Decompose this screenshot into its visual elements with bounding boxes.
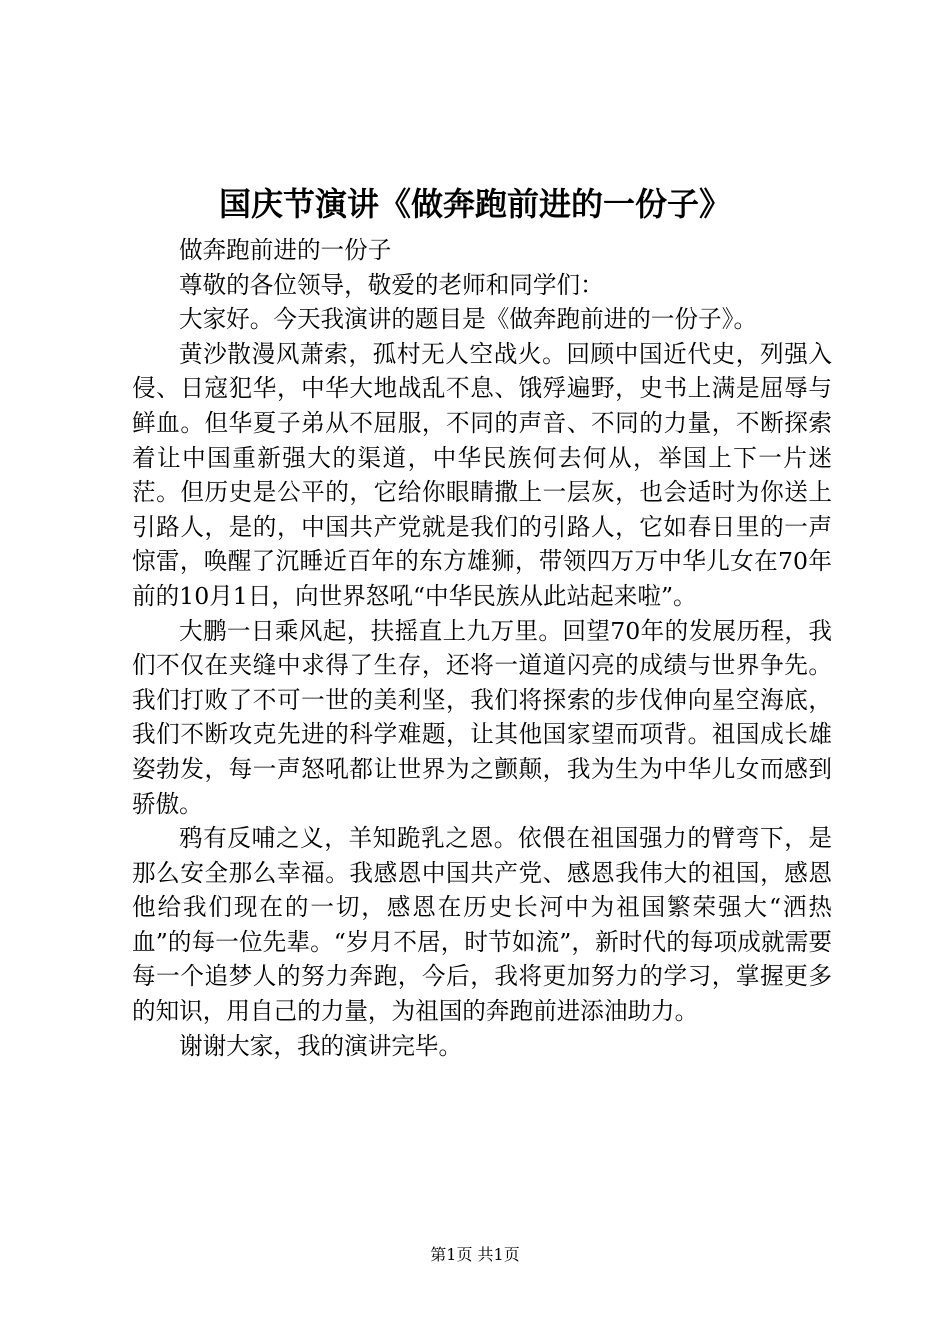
page-footer: 第1页 共1页: [430, 1245, 520, 1264]
paragraph-development: 大鹏一日乘风起，扶摇直上九万里。回望70年的发展历程，我们不仅在夹缝中求得了生存，还将一道道闪亮的成绩与世界争先。我们打败了不可一世的美利坚，我们将探索的步伐伸向星空海底，我们不断攻克先进的科学难题，让其他国家望而项背。祖国成长雄姿勃发，每一声怒吼都让世界为之颤颠，我为生为中华儿女而感到骄傲。: [132, 616, 832, 818]
paragraph-subtitle: 做奔跑前进的一份子: [179, 236, 392, 264]
paragraph-gratitude: 鸦有反哺之义，羊知跪乳之恩。依偎在祖国强力的臂弯下，是那么安全那么幸福。我感恩中国共产党、感恩我伟大的祖国，感恩他给我们现在的一切，感恩在历史长河中为祖国繁荣强大“洒热血”的每一位先辈。“岁月不居，时节如流”，新时代的每项成就需要每一个追梦人的努力奔跑，今后，我将更加努力的学习，掌握更多的知识，用自己的力量，为祖国的奔跑前进添油助力。: [132, 824, 832, 1026]
paragraph-closing: 谢谢大家，我的演讲完毕。: [179, 1031, 463, 1060]
document-body: [132, 233, 832, 1063]
paragraph-history: 黄沙散漫风萧索，孤村无人空战火。回顾中国近代史，列强入侵、日寇犯华，中华大地战乱不息、饿殍遍野，史书上满是屈辱与鲜血。但华夏子弟从不屈服，不同的声音、不同的力量，不断探索着让中国重新强大的渠道，中华民族何去何从，举国上下一片迷茫。但历史是公平的，它给你眼睛撒上一层灰，也会适时为你送上引路人，是的，中国共产党就是我们的引路人，它如春日里的一声惊雷，唤醒了沉睡近百年的东方雄狮，带领四万万中华儿女在70年前的10月1日，向世界怒吼“中华民族从此站起来啦”。: [132, 339, 832, 610]
document-title: 国庆节演讲《做奔跑前进的一份子》: [218, 185, 731, 223]
paragraph-salutation: 尊敬的各位领导，敬爱的老师和同学们：: [179, 270, 604, 299]
paragraph-greeting: 大家好。今天我演讲的题目是《做奔跑前进的一份子》。: [179, 305, 758, 334]
